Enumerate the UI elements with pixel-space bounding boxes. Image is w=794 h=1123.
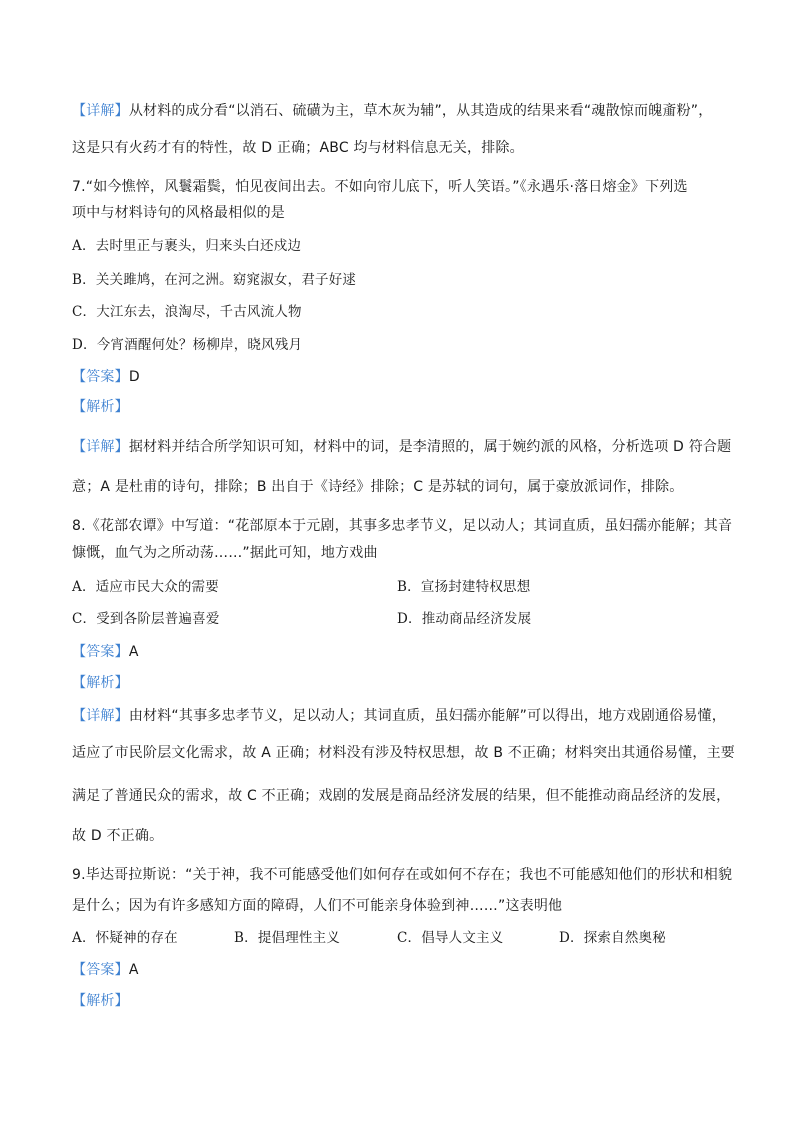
q7-option-a: A．去时里正与裹头，归来头白还戍边 bbox=[72, 238, 302, 254]
q8-options-row-1 bbox=[72, 577, 722, 597]
analysis-tag: 【解析】 bbox=[72, 675, 129, 691]
q9-stem-line-1: 9.毕达哥拉斯说：“关于神，我不可能感受他们如何存在或如何不存在；我也不可能感知他们的形状和相貌 bbox=[72, 867, 733, 883]
q9-option-a: A．怀疑神的存在 bbox=[72, 930, 178, 946]
q8-stem-line-1: 8.《花部农谭》中写道：“花部原本于元剧，其事多忠孝节义，足以动人；其词直质，虽妇孺亦能解；其音 bbox=[72, 518, 733, 534]
detail-tag: 【详解】 bbox=[72, 103, 129, 119]
q7-answer bbox=[72, 367, 140, 387]
detail-tag: 【详解】 bbox=[72, 439, 129, 455]
q7-stem-line-2: 项中与材料诗句的风格最相似的是 bbox=[72, 205, 285, 221]
q8-options-row-2 bbox=[72, 609, 722, 629]
q6-detail-line-2: 这是只有火药才有的特性，故 D 正确；ABC 均与材料信息无关，排除。 bbox=[72, 140, 524, 156]
q6-detail-line-1 bbox=[72, 101, 712, 121]
q9-analysis-heading bbox=[72, 991, 129, 1011]
q9-option-c: C．倡导人文主义 bbox=[397, 930, 504, 946]
q7-detail-line-2: 意；A 是杜甫的诗句，排除；B 出自于《诗经》排除；C 是苏轼的词句，属于豪放派词作，排除。 bbox=[72, 479, 684, 495]
q7-option-d: D．今宵酒醒何处？杨柳岸，晓风残月 bbox=[72, 337, 303, 353]
answer-tag: 【答案】 bbox=[72, 962, 129, 978]
q8-detail-line-4: 故 D 不正确。 bbox=[72, 828, 164, 844]
q8-analysis-heading bbox=[72, 673, 129, 693]
q9-option-d: D．探索自然奥秘 bbox=[559, 930, 666, 946]
q7-analysis-heading bbox=[72, 397, 129, 417]
answer-tag: 【答案】 bbox=[72, 644, 129, 660]
q9-answer bbox=[72, 960, 139, 980]
q8-option-a: A．适应市民大众的需要 bbox=[72, 579, 219, 595]
q8-detail-line-1 bbox=[72, 706, 726, 726]
q9-answer-value: A bbox=[128, 962, 139, 978]
q8-detail-line-2: 适应了市民阶层文化需求，故 A 正确；材料没有涉及特权思想，故 B 不正确；材料突出其通俗易懂，主要 bbox=[72, 745, 735, 761]
q7-detail-text-1: 据材料并结合所学知识可知，材料中的词，是李清照的，属于婉约派的风格，分析选项 D 符合题 bbox=[128, 439, 732, 455]
q8-stem-line-2: 慷慨，血气为之所动荡……”据此可知，地方戏曲 bbox=[72, 545, 378, 561]
q7-option-c: C．大江东去，浪淘尽，千古风流人物 bbox=[72, 304, 302, 320]
q8-answer bbox=[72, 642, 139, 662]
q6-detail-text-1: 从材料的成分看“以消石、硫磺为主，草木灰为辅”，从其造成的结果来看“魂散惊而魄齑粉”， bbox=[128, 103, 713, 119]
q7-answer-value: D bbox=[128, 369, 140, 385]
answer-tag: 【答案】 bbox=[72, 369, 129, 385]
q8-detail-line-3: 满足了普通民众的需求，故 C 不正确；戏剧的发展是商品经济发展的结果，但不能推动商品经济的发展， bbox=[72, 788, 731, 804]
q8-option-c: C．受到各阶层普遍喜爱 bbox=[72, 611, 220, 627]
q7-option-b: B．关关雎鸠，在河之洲。窈窕淑女，君子好逑 bbox=[72, 272, 357, 288]
q7-stem-line-1: 7.“如今憔悴，风鬟霜鬓，怕见夜间出去。不如向帘儿底下，听人笑语。”《永遇乐·落日熔金》下列选 bbox=[72, 179, 688, 195]
q7-detail-line-1 bbox=[72, 437, 731, 457]
q8-detail-text-1: 由材料“其事多忠孝节义，足以动人；其词直质，虽妇孺亦能解”可以得出，地方戏剧通俗易懂， bbox=[128, 708, 726, 724]
analysis-tag: 【解析】 bbox=[72, 399, 129, 415]
q9-option-b: B．提倡理性主义 bbox=[234, 930, 341, 946]
q9-stem-line-2: 是什么；因为有许多感知方面的障碍，人们不可能亲身体验到神……”这表明他 bbox=[72, 898, 563, 914]
q8-answer-value: A bbox=[128, 644, 139, 660]
q8-option-b: B．宣扬封建特权思想 bbox=[397, 579, 531, 595]
q8-option-d: D．推动商品经济发展 bbox=[397, 611, 532, 627]
detail-tag: 【详解】 bbox=[72, 708, 129, 724]
analysis-tag: 【解析】 bbox=[72, 993, 129, 1009]
